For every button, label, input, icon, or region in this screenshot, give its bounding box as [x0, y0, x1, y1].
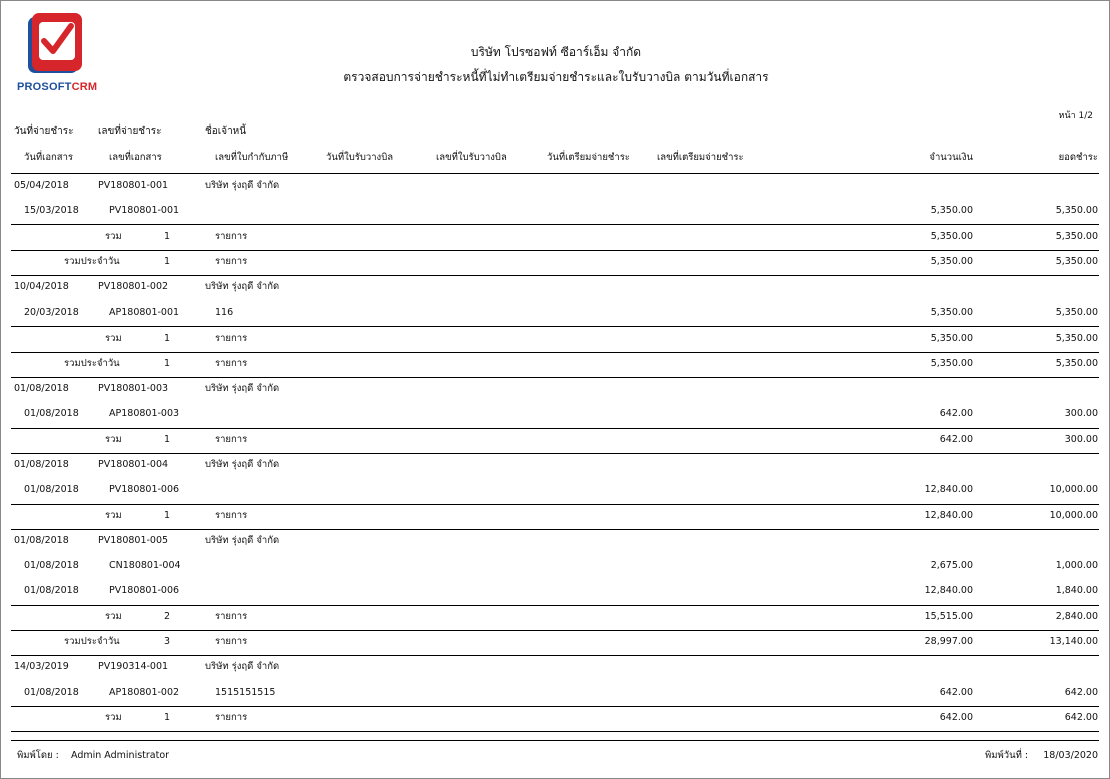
col-amount: จำนวนเงิน: [929, 152, 973, 163]
group-creditor: บริษัท รุ่งฤดี จำกัด: [205, 180, 280, 191]
daytotal-paid: 5,350.00: [1055, 358, 1098, 369]
detail-paid: 1,840.00: [1055, 585, 1098, 596]
group-creditor: บริษัท รุ่งฤดี จำกัด: [205, 459, 280, 470]
total-amount: 642.00: [939, 434, 973, 445]
group-pay-date: 01/08/2018: [14, 459, 69, 470]
printed-by: Admin Administrator: [71, 750, 170, 761]
row-divider: [11, 428, 1099, 429]
daytotal-label: รวมประจำวัน: [64, 256, 120, 267]
detail-paid: 5,350.00: [1055, 307, 1098, 318]
detail-tax-invoice: 1515151515: [215, 687, 276, 698]
col-prep-date: วันที่เตรียมจ่ายชำระ: [547, 152, 630, 163]
row-divider: [11, 453, 1099, 454]
detail-doc-date: 01/08/2018: [24, 687, 79, 698]
total-unit: รายการ: [215, 231, 248, 242]
detail-doc-date: 01/08/2018: [24, 585, 79, 596]
detail-doc-no: PV180801-006: [109, 585, 180, 596]
daytotal-paid: 13,140.00: [1049, 636, 1098, 647]
total-unit: รายการ: [215, 510, 248, 521]
group-creditor: บริษัท รุ่งฤดี จำกัด: [205, 535, 280, 546]
group-pay-date: 01/08/2018: [14, 535, 69, 546]
col-prep-no: เลขที่เตรียมจ่ายชำระ: [657, 152, 744, 163]
detail-paid: 300.00: [1064, 408, 1098, 419]
group-pay-no: PV180801-005: [98, 535, 169, 546]
group-pay-date: 14/03/2019: [14, 661, 69, 672]
logo-wordmark: PROSOFTCRM: [17, 81, 98, 93]
col-creditor: ชื่อเจ้าหนี้: [205, 126, 247, 137]
detail-amount: 2,675.00: [930, 560, 973, 571]
total-paid: 10,000.00: [1049, 510, 1098, 521]
total-label: รวม: [105, 434, 122, 445]
total-unit: รายการ: [215, 434, 248, 445]
group-pay-no: PV190314-001: [98, 661, 169, 672]
group-creditor: บริษัท รุ่งฤดี จำกัด: [205, 661, 280, 672]
detail-doc-date: 20/03/2018: [24, 307, 79, 318]
daytotal-amount: 28,997.00: [924, 636, 973, 647]
total-amount: 642.00: [939, 712, 973, 723]
total-label: รวม: [105, 231, 122, 242]
col-doc-date: วันที่เอกสาร: [24, 152, 74, 163]
total-label: รวม: [105, 510, 122, 521]
total-paid: 300.00: [1064, 434, 1098, 445]
total-count: 1: [164, 434, 171, 445]
total-label: รวม: [105, 712, 122, 723]
detail-doc-date: 01/08/2018: [24, 408, 79, 419]
total-count: 1: [164, 333, 171, 344]
detail-doc-date: 15/03/2018: [24, 205, 79, 216]
row-divider: [11, 655, 1099, 656]
detail-doc-no: PV180801-001: [109, 205, 180, 216]
col-bill-date: วันที่ใบรับวางบิล: [326, 152, 394, 163]
total-unit: รายการ: [215, 611, 248, 622]
row-divider: [11, 352, 1099, 353]
row-divider: [11, 326, 1099, 327]
detail-amount: 642.00: [939, 687, 973, 698]
detail-doc-date: 01/08/2018: [24, 484, 79, 495]
printed-date-label: พิมพ์วันที่ :: [985, 750, 1029, 761]
total-count: 1: [164, 231, 171, 242]
detail-doc-date: 01/08/2018: [24, 560, 79, 571]
group-pay-date: 10/04/2018: [14, 281, 69, 292]
row-divider: [11, 706, 1099, 707]
detail-amount: 12,840.00: [924, 484, 973, 495]
daytotal-count: 1: [164, 358, 171, 369]
detail-tax-invoice: 116: [215, 307, 234, 318]
col-pay-no: เลขที่จ่ายชำระ: [98, 126, 162, 137]
total-amount: 5,350.00: [930, 333, 973, 344]
col-pay-date: วันที่จ่ายชำระ: [14, 126, 74, 137]
daytotal-amount: 5,350.00: [930, 358, 973, 369]
row-divider: [11, 377, 1099, 378]
row-divider: [11, 731, 1099, 732]
col-doc-no: เลขที่เอกสาร: [109, 152, 162, 163]
row-divider: [11, 250, 1099, 251]
row-divider: [11, 224, 1099, 225]
detail-paid: 642.00: [1064, 687, 1098, 698]
group-creditor: บริษัท รุ่งฤดี จำกัด: [205, 281, 280, 292]
header-divider: [11, 173, 1099, 174]
printed-date: 18/03/2020: [1043, 750, 1098, 761]
row-divider: [11, 529, 1099, 530]
total-amount: 12,840.00: [924, 510, 973, 521]
company-name: บริษัท โปรซอฟท์ ซีอาร์เอ็ม จำกัด: [470, 45, 642, 59]
footer-divider: [11, 740, 1099, 741]
row-divider: [11, 630, 1099, 631]
group-pay-date: 01/08/2018: [14, 383, 69, 394]
detail-doc-no: AP180801-002: [109, 687, 180, 698]
detail-doc-no: AP180801-003: [109, 408, 180, 419]
detail-paid: 10,000.00: [1049, 484, 1098, 495]
total-amount: 15,515.00: [924, 611, 973, 622]
detail-doc-no: CN180801-004: [109, 560, 181, 571]
daytotal-label: รวมประจำวัน: [64, 358, 120, 369]
report-title: ตรวจสอบการจ่ายชำระหนี้ที่ไม่ทำเตรียมจ่ายชำระและใบรับวางบิล ตามวันที่เอกสาร: [343, 70, 769, 84]
daytotal-count: 1: [164, 256, 171, 267]
group-pay-no: PV180801-002: [98, 281, 169, 292]
total-paid: 5,350.00: [1055, 231, 1098, 242]
group-pay-date: 05/04/2018: [14, 180, 69, 191]
printed-by-label: พิมพ์โดย :: [17, 750, 59, 761]
total-paid: 642.00: [1064, 712, 1098, 723]
daytotal-paid: 5,350.00: [1055, 256, 1098, 267]
group-creditor: บริษัท รุ่งฤดี จำกัด: [205, 383, 280, 394]
page-number: หน้า 1/2: [1058, 111, 1093, 121]
daytotal-amount: 5,350.00: [930, 256, 973, 267]
total-count: 2: [164, 611, 171, 622]
row-divider: [11, 275, 1099, 276]
total-paid: 2,840.00: [1055, 611, 1098, 622]
row-divider: [11, 605, 1099, 606]
daytotal-unit: รายการ: [215, 636, 248, 647]
detail-amount: 642.00: [939, 408, 973, 419]
total-label: รวม: [105, 611, 122, 622]
detail-paid: 1,000.00: [1055, 560, 1098, 571]
row-divider: [11, 504, 1099, 505]
daytotal-count: 3: [164, 636, 171, 647]
total-count: 1: [164, 510, 171, 521]
total-label: รวม: [105, 333, 122, 344]
col-tax-invoice: เลขที่ใบกำกับภาษี: [215, 152, 289, 163]
detail-doc-no: PV180801-006: [109, 484, 180, 495]
detail-amount: 5,350.00: [930, 307, 973, 318]
total-count: 1: [164, 712, 171, 723]
daytotal-label: รวมประจำวัน: [64, 636, 120, 647]
group-pay-no: PV180801-001: [98, 180, 169, 191]
detail-doc-no: AP180801-001: [109, 307, 180, 318]
total-paid: 5,350.00: [1055, 333, 1098, 344]
group-pay-no: PV180801-003: [98, 383, 169, 394]
total-unit: รายการ: [215, 712, 248, 723]
daytotal-unit: รายการ: [215, 358, 248, 369]
detail-amount: 12,840.00: [924, 585, 973, 596]
total-unit: รายการ: [215, 333, 248, 344]
col-paid: ยอดชำระ: [1058, 152, 1098, 163]
col-bill-no: เลขที่ใบรับวางบิล: [436, 152, 507, 163]
group-pay-no: PV180801-004: [98, 459, 169, 470]
detail-amount: 5,350.00: [930, 205, 973, 216]
total-amount: 5,350.00: [930, 231, 973, 242]
daytotal-unit: รายการ: [215, 256, 248, 267]
detail-paid: 5,350.00: [1055, 205, 1098, 216]
